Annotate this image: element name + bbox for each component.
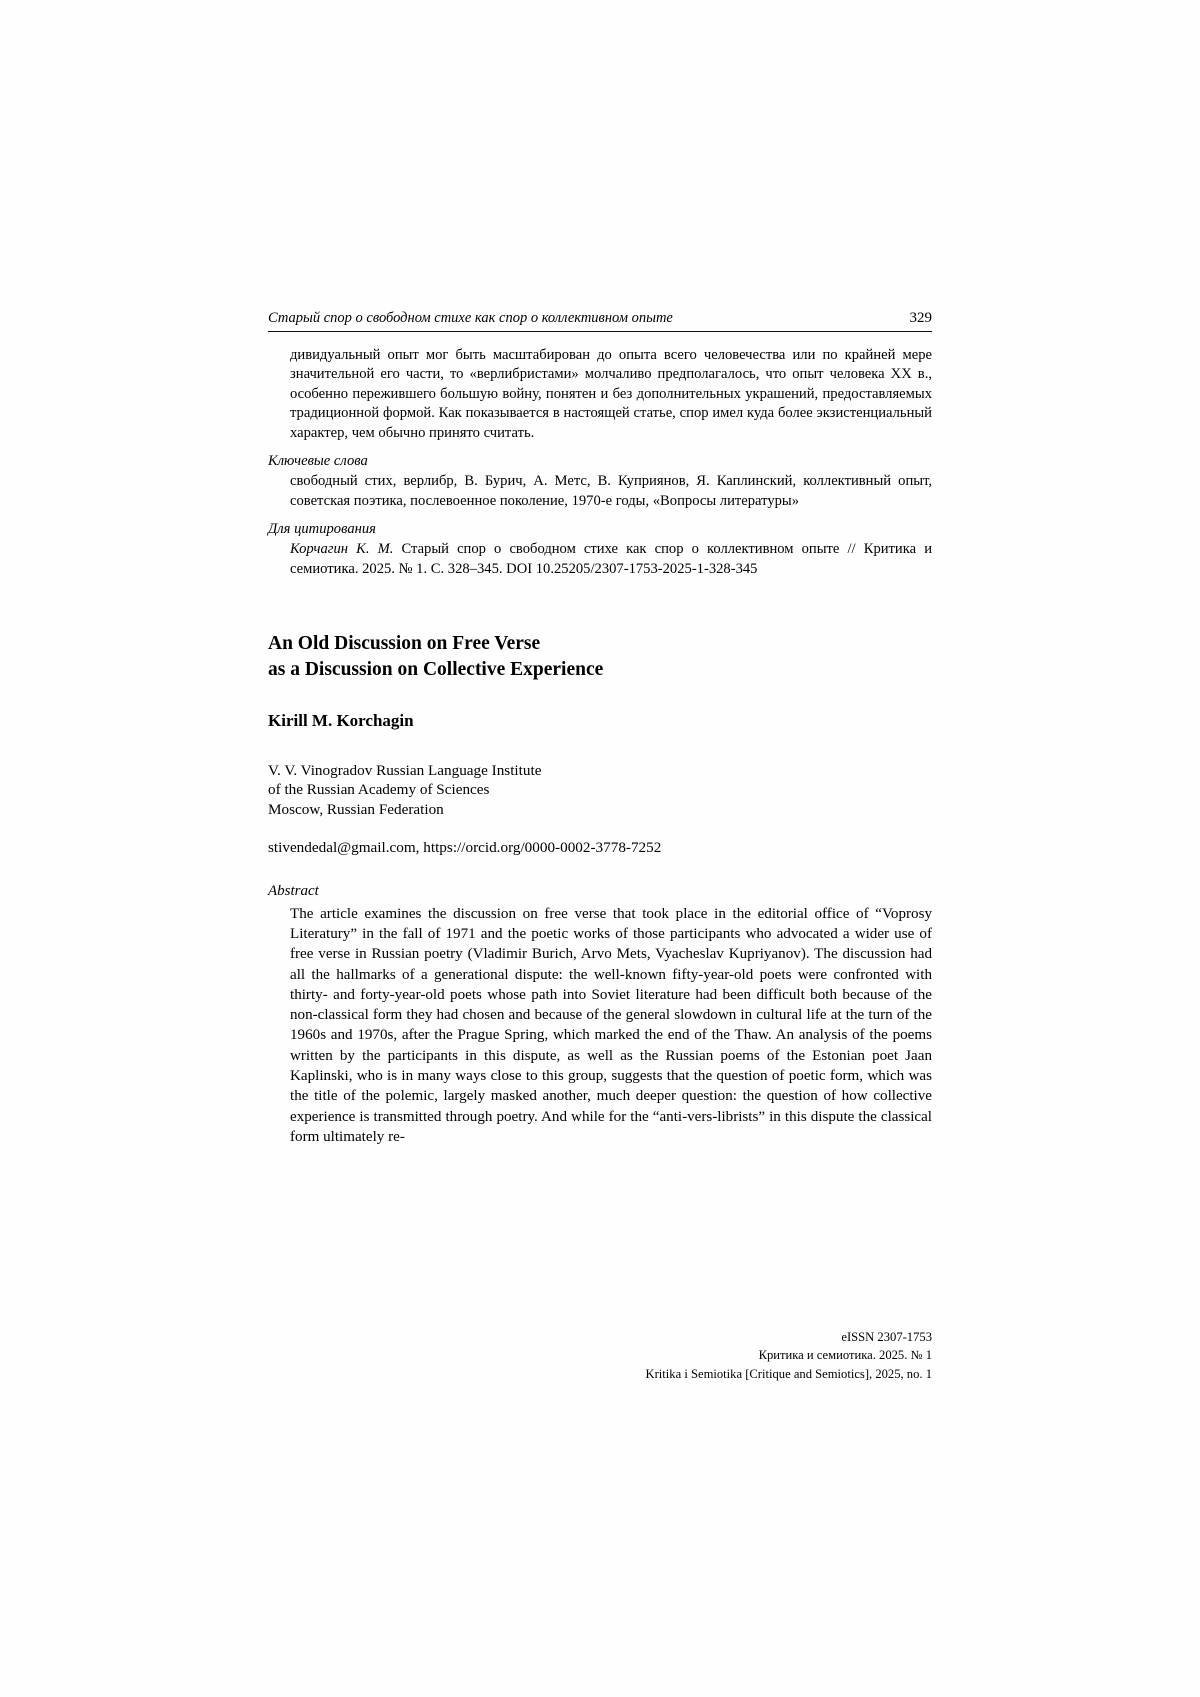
header-rule xyxy=(268,331,932,332)
article-title-en xyxy=(268,631,932,684)
affiliation-line-1: V. V. Vinogradov Russian Language Institute xyxy=(268,761,542,779)
article-title-line-1: An Old Discussion on Free Verse xyxy=(268,633,541,655)
footer-journal-ru: Критика и семиотика. 2025. № 1 xyxy=(758,1348,932,1363)
running-head-title: Старый спор о свободном стихе как спор о коллективном опыте xyxy=(268,310,673,326)
page-number: 329 xyxy=(909,310,932,326)
abstract-label: Abstract xyxy=(268,882,319,899)
author-contact: stivendedal@gmail.com, https://orcid.org/0000-0002-3778-7252 xyxy=(268,838,662,856)
affiliation-line-3: Moscow, Russian Federation xyxy=(268,801,444,818)
affiliation-line-2: of the Russian Academy of Sciences xyxy=(268,781,490,799)
article-title-line-2: as a Discussion on Collective Experience xyxy=(268,659,604,681)
footer-eissn: eISSN 2307-1753 xyxy=(841,1330,932,1344)
citation-text xyxy=(268,540,932,579)
affiliation xyxy=(268,761,932,820)
keywords-label: Ключевые слова xyxy=(268,453,368,470)
footer-journal-en: Kritika i Semiotika [Critique and Semiotics], 2025, no. 1 xyxy=(645,1366,932,1381)
citation-label: Для цитирования xyxy=(268,521,376,538)
abstract-text: The article examines the discussion on free verse that took place in the editorial office of “Voprosy Literatury” in the fall of 1971 and the poetic works of those participants who advocated a wider use of free verse in Russian poetry (Vladimir Burich, Arvo Mets, Vyacheslav Kupriyanov). The discussion had all the hallmarks of a generational dispute: the well-known fifty-year-old poets were confronted with thirty- and forty-year-old poets whose path into Soviet literature had been difficult both because of the non-classical form they had chosen and because of the general slowdown in cultural life at the turn of the 1960s and 1970s, after the Prague Spring, which marked the end of the Thaw. An analysis of the poems written by the participants in this dispute, as well as the Russian poems of the Estonian poet Jaan Kaplinski, who is in many ways close to this group, suggests that the question of poetic form, which was the title of the polemic, largely masked another, much deeper question: the question of how collective experience is transmitted through poetry. And while for the “anti-vers-librists” in this dispute the classical form ultimately re- xyxy=(290,905,932,1145)
page-content xyxy=(268,310,932,1162)
citation-author: Корчагин К. М. xyxy=(290,541,394,558)
page-footer xyxy=(268,1328,932,1383)
keywords-text: свободный стих, верлибр, В. Бурич, А. Метс, В. Куприянов, Я. Каплинский, коллективный опыт, советская поэтика, послевоенное поколение, 1970-е годы, «Вопросы литературы» xyxy=(290,473,932,509)
citation-body: Старый спор о свободном стихе как спор о коллективном опыте // Критика и семиотика. 2025. № 1. С. 328–345. DOI 10.25205/2307-1753-2025-1-328-345 xyxy=(290,541,932,577)
running-head xyxy=(268,310,932,331)
continued-paragraph: дивидуальный опыт мог быть масштабирован до опыта всего человечества или по крайней мере значительной его части, то «верлибристами» молчаливо предполагалось, что опыт человека XX в., особенно пережившего большую войну, понятен и без дополнительных украшений, предоставляемых традиционной формой. Как показывается в настоящей статье, спор имел куда более экзистенциальный характер, чем обычно принято считать. xyxy=(290,347,932,441)
author-name: Kirill M. Korchagin xyxy=(268,710,414,730)
